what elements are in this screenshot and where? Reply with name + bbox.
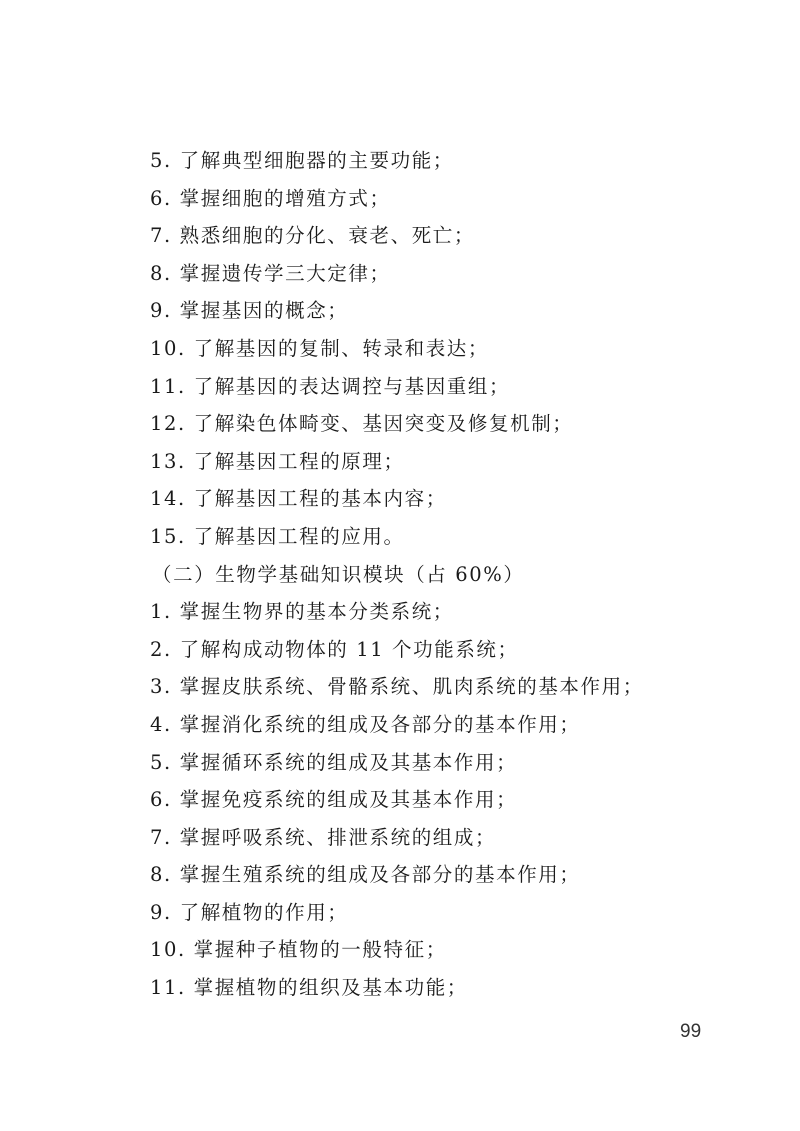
list-item: 6. 掌握细胞的增殖方式； [150,186,391,210]
list-item: 8. 掌握遗传学三大定律； [150,261,391,285]
list-item: 8. 掌握生殖系统的组成及各部分的基本作用； [150,863,581,887]
document-body [150,142,710,1007]
list-item: 5. 了解典型细胞器的主要功能； [150,149,454,172]
list-item: 4. 掌握消化系统的组成及各部分的基本作用； [150,712,581,736]
list-item: 5. 掌握循环系统的组成及其基本作用； [150,750,518,774]
list-item: 14. 了解基因工程的基本内容； [150,487,447,511]
list-item: 6. 掌握免疫系统的组成及其基本作用； [150,788,518,812]
list-item: 10. 了解基因的复制、转录和表达； [150,336,490,360]
list-item: 9. 掌握基因的概念； [150,299,349,323]
list-item: 7. 熟悉细胞的分化、衰老、死亡； [150,224,476,248]
list-item: 1. 掌握生物界的基本分类系统； [150,600,454,624]
list-item: 13. 了解基因工程的原理； [150,449,405,473]
list-item: 11. 掌握植物的组织及基本功能； [150,976,468,1000]
list-item: 15. 了解基因工程的应用。 [150,524,405,548]
list-item: 3. 掌握皮肤系统、骨骼系统、肌肉系统的基本作用； [150,675,644,699]
page-number: 99 [680,1021,702,1042]
list-item: 7. 掌握呼吸系统、排泄系统的组成； [150,825,497,849]
list-item: 12. 了解染色体畸变、基因突变及修复机制； [150,412,574,436]
list-item: 2. 了解构成动物体的 11 个功能系统； [150,637,519,661]
list-item: 10. 掌握种子植物的一般特征； [150,938,447,962]
list-item: 9. 了解植物的作用； [150,900,349,924]
list-item: 11. 了解基因的表达调控与基因重组； [150,374,511,398]
section-heading: （二）生物学基础知识模块（占 60%） [152,562,525,586]
